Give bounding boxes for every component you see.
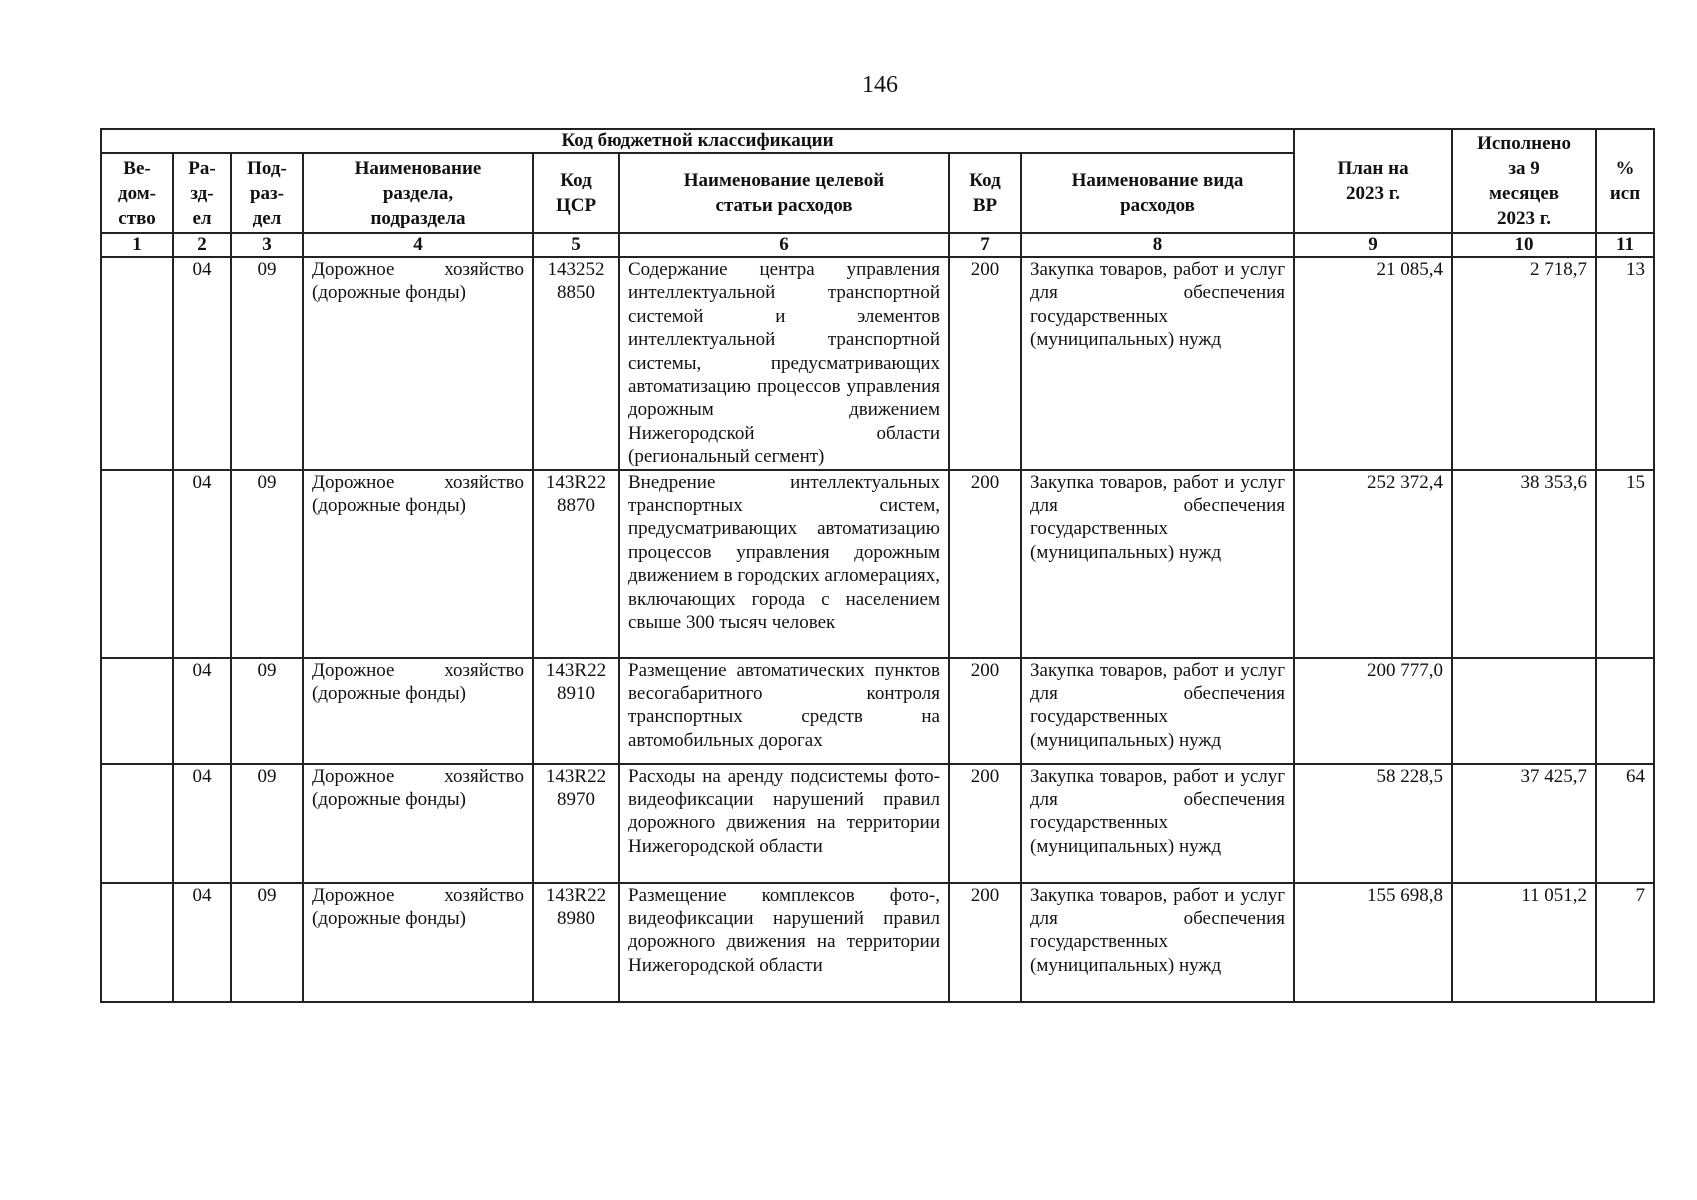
cell-percent — [1596, 658, 1654, 764]
column-number: 3 — [231, 233, 303, 257]
table-row — [101, 470, 1654, 658]
header-vedomstvo: Ве- дом- ство — [101, 153, 173, 233]
cell-target-name: Расходы на аренду подсистемы фото-видеофиксации нарушений правил дорожного движения на территории Нижегородской области — [619, 764, 949, 883]
cell-csr: 143R22 8980 — [533, 883, 619, 1002]
cell-plan: 155 698,8 — [1294, 883, 1452, 1002]
column-number: 6 — [619, 233, 949, 257]
column-number: 9 — [1294, 233, 1452, 257]
column-number: 8 — [1021, 233, 1294, 257]
cell-razdel: 04 — [173, 658, 231, 764]
cell-csr: 143R22 8910 — [533, 658, 619, 764]
budget-table — [100, 128, 1655, 1003]
cell-plan: 21 085,4 — [1294, 257, 1452, 470]
cell-expense-type: Закупка товаров, работ и услуг для обеспечения государственных (муниципальных) нужд — [1021, 883, 1294, 1002]
table-row — [101, 658, 1654, 764]
cell-vr: 200 — [949, 470, 1021, 658]
cell-razdel-name: Дорожное хозяйство (дорожные фонды) — [303, 470, 533, 658]
cell-target-name: Внедрение интеллектуальных транспортных систем, предусматривающих автоматизацию процессов управления дорожным движением в городских агломерациях, включающих города с населением свыше 300 тысяч человек — [619, 470, 949, 658]
column-number: 2 — [173, 233, 231, 257]
cell-target-name: Размещение автоматических пунктов весогабаритного контроля транспортных средств на автомобильных дорогах — [619, 658, 949, 764]
header-vr: Код ВР — [949, 153, 1021, 233]
cell-expense-type: Закупка товаров, работ и услуг для обеспечения государственных (муниципальных) нужд — [1021, 764, 1294, 883]
header-budget-classification: Код бюджетной классификации — [101, 129, 1294, 153]
cell-plan: 58 228,5 — [1294, 764, 1452, 883]
cell-plan: 200 777,0 — [1294, 658, 1452, 764]
cell-vr: 200 — [949, 764, 1021, 883]
cell-percent: 64 — [1596, 764, 1654, 883]
cell-percent: 7 — [1596, 883, 1654, 1002]
cell-expense-type: Закупка товаров, работ и услуг для обеспечения государственных (муниципальных) нужд — [1021, 257, 1294, 470]
cell-executed: 37 425,7 — [1452, 764, 1596, 883]
column-number: 7 — [949, 233, 1021, 257]
cell-podrazdel: 09 — [231, 658, 303, 764]
cell-csr: 143R22 8970 — [533, 764, 619, 883]
header-executed: Исполнено за 9 месяцев 2023 г. — [1452, 129, 1596, 233]
cell-razdel-name: Дорожное хозяйство (дорожные фонды) — [303, 658, 533, 764]
column-number: 5 — [533, 233, 619, 257]
cell-vr: 200 — [949, 883, 1021, 1002]
cell-vedomstvo — [101, 764, 173, 883]
cell-razdel-name: Дорожное хозяйство (дорожные фонды) — [303, 257, 533, 470]
column-number-row — [101, 233, 1654, 257]
cell-csr: 143R22 8870 — [533, 470, 619, 658]
header-row-group — [101, 129, 1654, 153]
cell-percent: 13 — [1596, 257, 1654, 470]
cell-plan: 252 372,4 — [1294, 470, 1452, 658]
header-podrazdel: Под- раз- дел — [231, 153, 303, 233]
header-target-name: Наименование целевой статьи расходов — [619, 153, 949, 233]
header-razdel: Ра- зд- ел — [173, 153, 231, 233]
column-number: 4 — [303, 233, 533, 257]
cell-podrazdel: 09 — [231, 764, 303, 883]
cell-razdel-name: Дорожное хозяйство (дорожные фонды) — [303, 883, 533, 1002]
cell-expense-type: Закупка товаров, работ и услуг для обеспечения государственных (муниципальных) нужд — [1021, 470, 1294, 658]
header-plan: План на 2023 г. — [1294, 129, 1452, 233]
table-row — [101, 257, 1654, 470]
cell-executed — [1452, 658, 1596, 764]
header-csr: Код ЦСР — [533, 153, 619, 233]
cell-target-name: Содержание центра управления интеллектуальной транспортной системой и элементов интеллектуальной транспортной системы, предусматривающих автоматизацию процессов управления дорожным движением Нижегородской области (региональный сегмент) — [619, 257, 949, 470]
cell-vedomstvo — [101, 257, 173, 470]
column-number: 11 — [1596, 233, 1654, 257]
cell-expense-type: Закупка товаров, работ и услуг для обеспечения государственных (муниципальных) нужд — [1021, 658, 1294, 764]
cell-vr: 200 — [949, 658, 1021, 764]
cell-percent: 15 — [1596, 470, 1654, 658]
column-number: 1 — [101, 233, 173, 257]
cell-vedomstvo — [101, 883, 173, 1002]
cell-razdel: 04 — [173, 883, 231, 1002]
cell-razdel: 04 — [173, 470, 231, 658]
cell-executed: 11 051,2 — [1452, 883, 1596, 1002]
cell-razdel: 04 — [173, 257, 231, 470]
table-row — [101, 764, 1654, 883]
cell-executed: 38 353,6 — [1452, 470, 1596, 658]
cell-vr: 200 — [949, 257, 1021, 470]
cell-razdel-name: Дорожное хозяйство (дорожные фонды) — [303, 764, 533, 883]
column-number: 10 — [1452, 233, 1596, 257]
cell-podrazdel: 09 — [231, 470, 303, 658]
cell-csr: 143252 8850 — [533, 257, 619, 470]
cell-vedomstvo — [101, 470, 173, 658]
header-percent: % исп — [1596, 129, 1654, 233]
cell-razdel: 04 — [173, 764, 231, 883]
header-razdel-name: Наименование раздела, подраздела — [303, 153, 533, 233]
cell-executed: 2 718,7 — [1452, 257, 1596, 470]
page-number: 146 — [862, 72, 898, 98]
cell-podrazdel: 09 — [231, 883, 303, 1002]
cell-target-name: Размещение комплексов фото-, видеофиксации нарушений правил дорожного движения на территории Нижегородской области — [619, 883, 949, 1002]
cell-podrazdel: 09 — [231, 257, 303, 470]
cell-vedomstvo — [101, 658, 173, 764]
table-row — [101, 883, 1654, 1002]
header-expense-type: Наименование вида расходов — [1021, 153, 1294, 233]
